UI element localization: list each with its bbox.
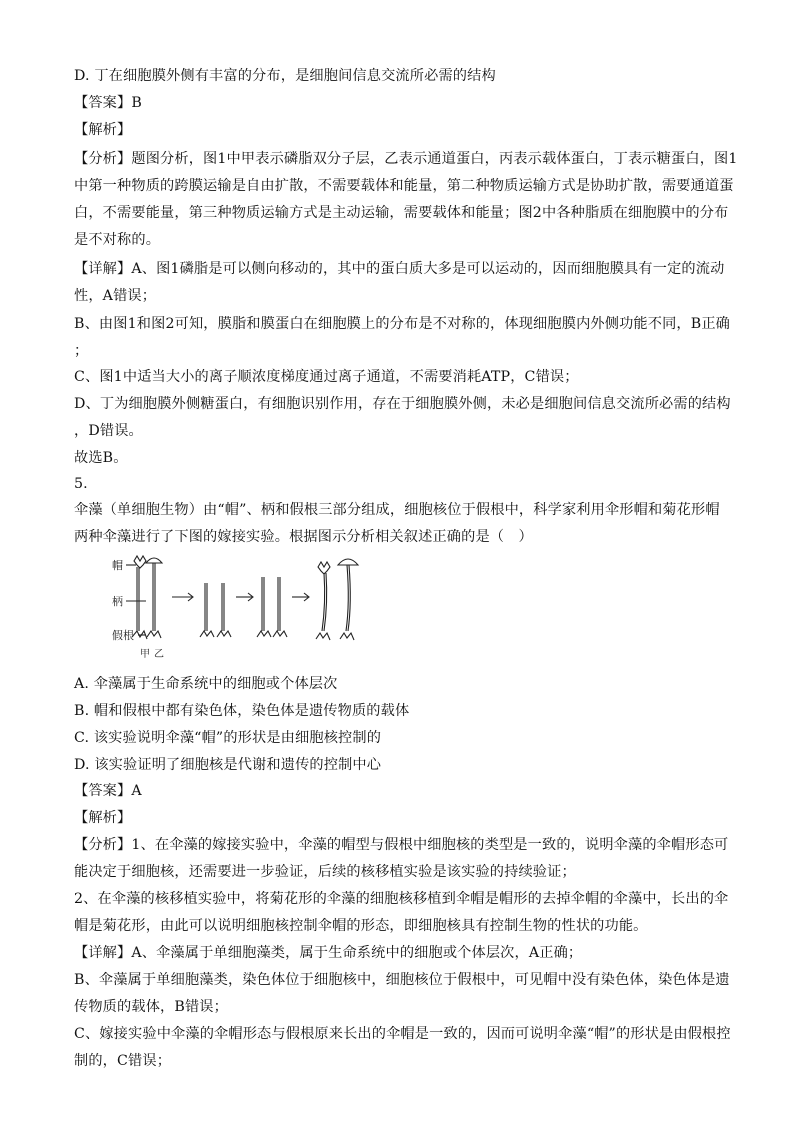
text-line-33: 制的，C错误；	[74, 1053, 172, 1069]
text-line-2: 【答案】B	[74, 95, 142, 111]
label-yi: 乙	[154, 649, 164, 660]
text-line-7: 是不对称的。	[74, 232, 161, 248]
text-line-6: 白，不需要能量，第三种物质运输方式是主动运输，需要载体和能量；图2中各种脂质在细胞膜中的分布	[74, 205, 729, 221]
text-line-27: 2、在伞藻的核移植实验中，将菊花形的伞藻的细胞核移植到伞帽是帽形的去掉伞帽的伞藻中，长出的伞	[74, 891, 729, 907]
text-line-5: 中第一种物质的跨膜运输是自由扩散，不需要载体和能量，第二种物质运输方式是协助扩散，需要通道蛋	[74, 178, 734, 194]
text-line-8: 【详解】A、图1磷脂是可以侧向移动的，其中的蛋白质大多是可以运动的，因而细胞膜具有一定的流动	[74, 261, 725, 277]
text-line-21: C. 该实验说明伞藻“帽”的形状是由细胞核控制的	[74, 730, 382, 746]
text-line-28: 帽是菊花形，由此可以说明细胞核控制伞帽的形态，即细胞核具有控制生物的性状的功能。	[74, 918, 648, 934]
label-rhizoid: 假根	[112, 630, 134, 642]
alga-jia	[132, 556, 147, 639]
label-cap: 帽	[112, 560, 123, 572]
stage-4-regenerated	[316, 559, 358, 640]
acetabularia-grafting-figure	[112, 553, 372, 665]
text-line-15: 故选B。	[74, 450, 128, 466]
text-line-30: B、伞藻属于单细胞藻类，染色体位于细胞核中，细胞核位于假根中，可见帽中没有染色体，染色体是遗	[74, 972, 730, 988]
text-line-9: 性，A错误；	[74, 288, 157, 304]
text-line-20: B. 帽和假根中都有染色体，染色体是遗传物质的载体	[74, 703, 410, 719]
text-line-11: ；	[74, 343, 89, 359]
stage-2-cut-stalks	[200, 583, 231, 637]
text-line-13: D、丁为细胞膜外侧糖蛋白，有细胞识别作用，存在于细胞膜外侧，未必是细胞间信息交流所必需的结构	[74, 396, 731, 412]
text-line-10: B、由图1和图2可知，膜脂和膜蛋白在细胞膜上的分布是不对称的，体现细胞膜内外侧功能不同，B正确	[74, 316, 731, 332]
text-line-17: 伞藻（单细胞生物）由“帽”、柄和假根三部分组成，细胞核位于假根中，科学家利用伞形帽和菊花形帽	[74, 502, 720, 518]
label-jia: 甲	[140, 649, 150, 660]
text-line-31: 传物质的载体，B错误；	[74, 999, 228, 1015]
text-line-32: C、嫁接实验中伞藻的伞帽形态与假根原来长出的伞帽是一致的，因而可说明伞藻“帽”的形状是由假根控	[74, 1026, 731, 1042]
text-line-29: 【详解】A、伞藻属于单细胞藻类，属于生命系统中的细胞或个体层次，A正确；	[74, 945, 583, 961]
grafting-diagram	[112, 553, 372, 665]
alga-yi	[146, 558, 162, 638]
text-line-22: D. 该实验证明了细胞核是代谢和遗传的控制中心	[74, 757, 382, 773]
stage-3-grafted	[257, 577, 287, 637]
label-stalk: 柄	[112, 596, 123, 608]
text-line-12: C、图1中适当大小的离子顺浓度梯度通过离子通道，不需要消耗ATP，C错误；	[74, 369, 579, 385]
text-line-4: 【分析】题图分析，图1中甲表示磷脂双分子层，乙表示通道蛋白，丙表示载体蛋白，丁表示糖蛋白，图1	[74, 151, 738, 167]
text-line-25: 【分析】1、在伞藻的嫁接实验中，伞藻的帽型与假根中细胞核的类型是一致的，说明伞藻的伞帽形态可	[74, 837, 729, 853]
text-line-1: D. 丁在细胞膜外侧有丰富的分布，是细胞间信息交流所必需的结构	[74, 68, 496, 84]
text-line-19: A. 伞藻属于生命系统中的细胞或个体层次	[74, 676, 338, 692]
text-line-24: 【解析】	[74, 810, 132, 826]
text-line-16: 5.	[74, 476, 88, 492]
text-line-14: ，D错误。	[74, 423, 143, 439]
text-line-3: 【解析】	[74, 122, 132, 138]
text-line-23: 【答案】A	[74, 783, 142, 799]
text-line-26: 能决定于细胞核，还需要进一步验证，后续的核移植实验是该实验的持续验证；	[74, 864, 576, 880]
text-line-18: 两种伞藻进行了下图的嫁接实验。根据图示分析相关叙述正确的是（ ）	[74, 529, 533, 545]
